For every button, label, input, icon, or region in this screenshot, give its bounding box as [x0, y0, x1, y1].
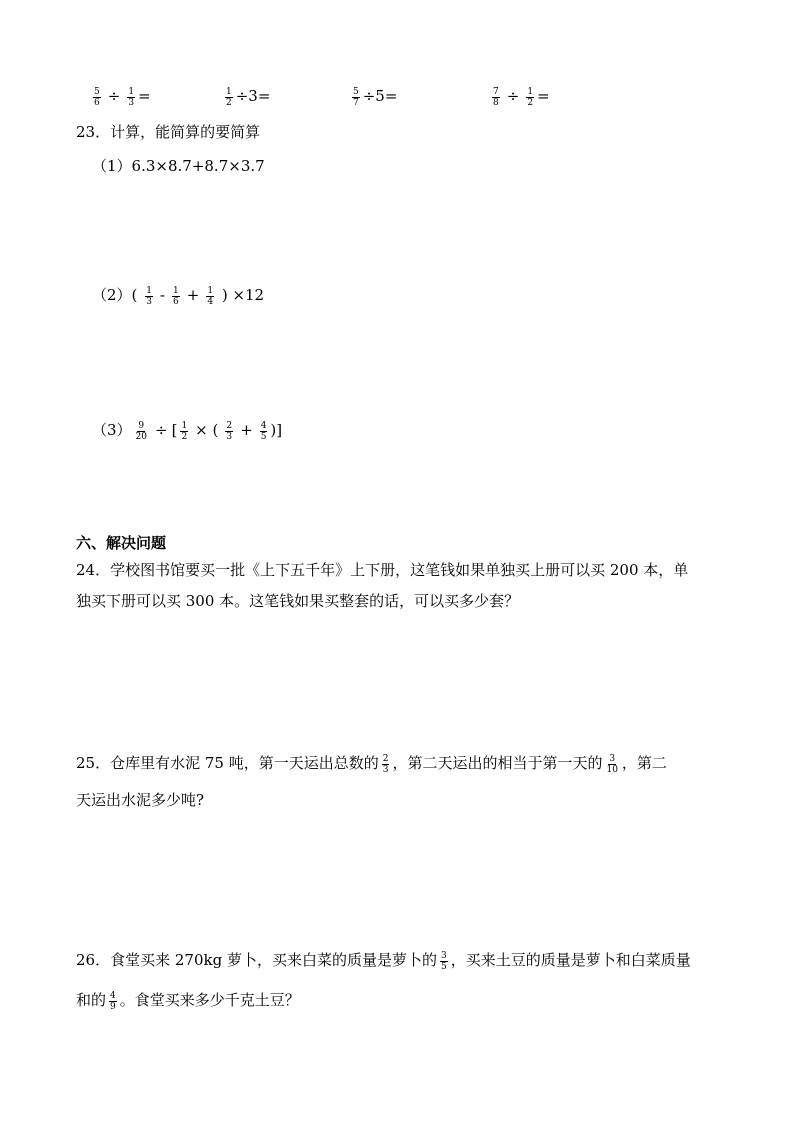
question-24-line-1: 24．学校图书馆要买一批《上下五千年》上下册，这笔钱如果单独买上册可以买 200 本，单: [76, 561, 689, 579]
question-26-line-1: 26．食堂买来 270kg 萝卜，买来白菜的质量是萝卜的 $\frac{3}{5}$ ，买来土豆的质量是萝卜和白菜质量: [76, 950, 691, 972]
question-25-line-2: 天运出水泥多少吨?: [76, 791, 205, 809]
question-26-line-2: 和的 $\frac{4}{9}$ 。食堂买来多少千克土豆？: [76, 990, 300, 1012]
exercise-3: $\frac{5}{7}$ ÷5=: [353, 86, 398, 108]
question-24-line-2: 独买下册可以买 300 本。这笔钱如果买整套的话，可以买多少套？: [76, 592, 520, 610]
fraction: $\frac{2}{3}$: [226, 420, 233, 442]
fraction: $\frac{2}{3}$: [382, 753, 389, 775]
question-25-line-1: 25．仓库里有水泥 75 吨，第一天运出总数的 $\frac{2}{3}$ ，第二天运出的相当于第一天的 $\frac{3}{10}$ ，第二: [76, 753, 667, 775]
exercise-2: $\frac{1}{2}$ ÷3=: [226, 86, 271, 108]
fraction: $\frac{1}{2}$: [527, 86, 534, 108]
fraction: $\frac{5}{7}$: [353, 86, 359, 108]
section-title: 六、解决问题: [76, 534, 167, 552]
question-23-part-2: （2）( $\frac{1}{3}$ - $\frac{1}{6}$ + $\frac{1}{4}$ ) ×12: [92, 285, 265, 307]
fraction: $\frac{1}{2}$: [181, 420, 188, 442]
fraction: $\frac{4}{5}$: [260, 420, 267, 442]
fraction: $\frac{1}{3}$: [146, 285, 152, 307]
fraction: $\frac{1}{4}$: [207, 285, 214, 307]
fraction: $\frac{3}{5}$: [440, 950, 447, 972]
fraction: $\frac{3}{10}$: [606, 753, 618, 775]
fraction: $\frac{1}{2}$: [226, 86, 232, 108]
fraction: $\frac{7}{8}$: [493, 86, 499, 108]
fraction: $\frac{9}{20}$: [135, 420, 147, 442]
fraction: $\frac{1}{6}$: [173, 285, 179, 307]
question-23-part-1: （1）6.3×8.7+8.7×3.7: [92, 157, 265, 175]
fraction: $\frac{5}{6}$: [94, 86, 100, 108]
exercise-1: $\frac{5}{6}$ ÷ $\frac{1}{3}$ =: [94, 86, 151, 108]
exercise-4: $\frac{7}{8}$ ÷ $\frac{1}{2}$ =: [493, 86, 550, 108]
fraction: $\frac{4}{9}$: [110, 990, 116, 1012]
fraction: $\frac{1}{3}$: [128, 86, 135, 108]
question-23-title: 23．计算，能简算的要简算: [76, 123, 261, 141]
question-23-part-3: （3） $\frac{9}{20}$ ÷ [ $\frac{1}{2}$ × ( $\frac{2}{3}$ + $\frac{4}{5}$ )]: [92, 420, 283, 442]
